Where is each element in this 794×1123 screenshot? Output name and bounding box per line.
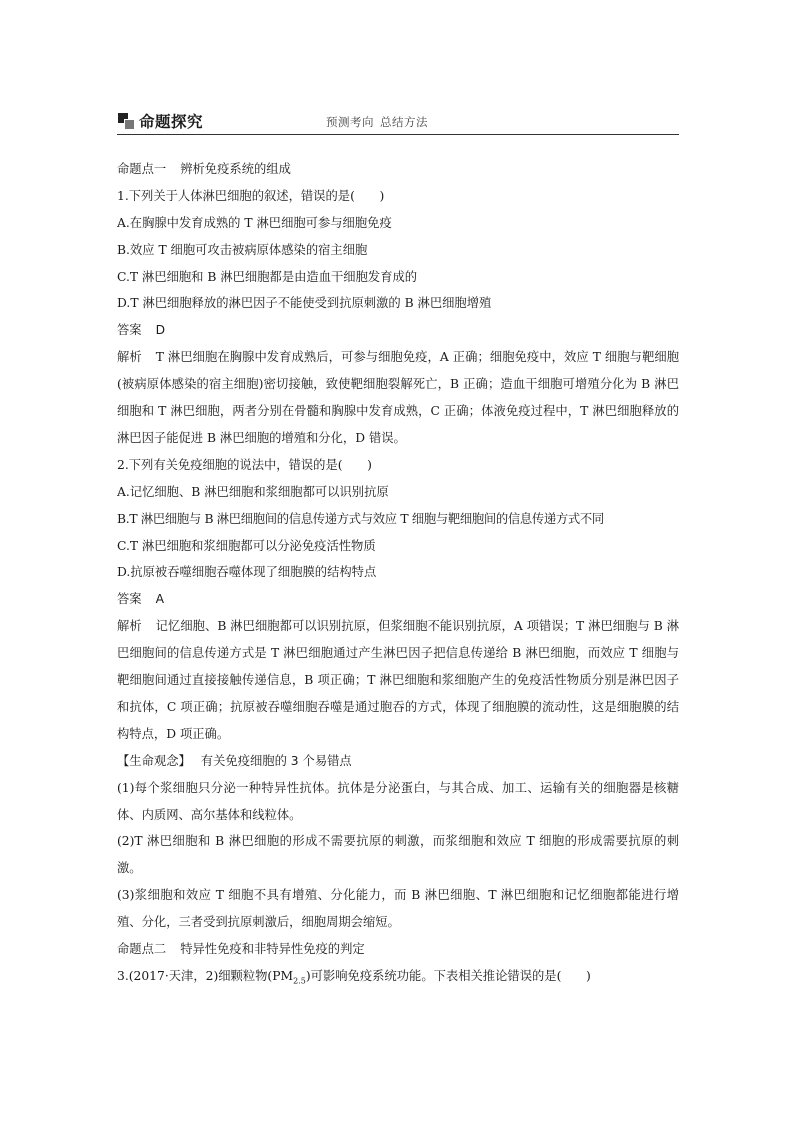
q2-option-c: C.T 淋巴细胞和浆细胞都可以分泌免疫活性物质	[117, 538, 376, 553]
q1-answer-value: D	[155, 323, 166, 338]
q1-answer-label: 答案	[117, 323, 142, 338]
q1-answer	[117, 317, 679, 344]
q3-stem-suffix: )可影响免疫系统功能。下表相关推论错误的是( )	[305, 968, 591, 983]
q2-stem: 2.下列有关免疫细胞的说法中，错误的是( )	[117, 457, 372, 472]
q1-analysis	[117, 344, 679, 452]
note-item-3: (3)浆细胞和效应 T 细胞不具有增殖、分化能力，而 B 淋巴细胞、T 淋巴细胞和记忆细胞都能进行增殖、分化，三者受到抗原刺激后，细胞周期会缩短。	[117, 888, 679, 930]
q1-stem: 1.下列关于人体淋巴细胞的叙述，错误的是( )	[117, 188, 385, 203]
section-subtitle-1: 预测考向	[326, 115, 374, 129]
q2-analysis	[117, 613, 679, 748]
section-subtitle-2: 总结方法	[380, 115, 428, 129]
q3-stem	[117, 963, 679, 990]
note-subtitle: 有关免疫细胞的 3 个易错点	[200, 753, 352, 768]
q2-answer-label: 答案	[117, 592, 142, 607]
q3-stem-subscript: 2.5	[293, 976, 306, 986]
point-1-label: 命题点一	[117, 162, 167, 176]
point-1-title: 辨析免疫系统的组成	[180, 162, 291, 176]
q1-option-c: C.T 淋巴细胞和 B 淋巴细胞都是由造血干细胞发育成的	[117, 269, 418, 284]
section-square-icon	[118, 113, 133, 128]
section-header	[117, 108, 679, 135]
q1-option-b: B.效应 T 细胞可攻击被病原体感染的宿主细胞	[117, 242, 368, 257]
point-2-title: 特异性免疫和非特异性免疫的判定	[180, 942, 365, 957]
content	[117, 156, 679, 990]
q1-analysis-text: T 淋巴细胞在胸腺中发育成熟后，可参与细胞免疫，A 正确；细胞免疫中，效应 T 细胞与靶细胞(被病原体感染的宿主细胞)密切接触，致使靶细胞裂解死亡，B 正确；造血干细胞可增殖分化为 B 淋巴细胞和 T 淋巴细胞，两者分别在骨髓和胸腺中发育成熟，C 正确；体液免疫过程中，T 淋巴细胞释放的淋巴因子能促进 B 淋巴细胞的增殖和分化，D 错误。	[117, 350, 679, 445]
q1-option-a: A.在胸腺中发育成熟的 T 淋巴细胞可参与细胞免疫	[117, 215, 392, 230]
q2-option-a: A.记忆细胞、B 淋巴细胞和浆细胞都可以识别抗原	[117, 484, 389, 499]
note-item-2: (2)T 淋巴细胞和 B 淋巴细胞的形成不需要抗原的刺激，而浆细胞和效应 T 细胞的形成需要抗原的刺激。	[117, 834, 679, 876]
q2-analysis-text: 记忆细胞、B 淋巴细胞都可以识别抗原，但浆细胞不能识别抗原，A 项错误；T 淋巴细胞与 B 淋巴细胞间的信息传递方式是 T 淋巴细胞通过产生淋巴因子把信息传递给 B 淋巴细胞，而效应 T 细胞与靶细胞间通过直接接触传递信息，B 项正确；T 淋巴细胞和浆细胞产生的免疫活性物质分别是淋巴因子和抗体，C 项正确；抗原被吞噬细胞吞噬是通过胞吞的方式，体现了细胞膜的流动性，这是细胞膜的结构特点，D 项正确。	[117, 619, 679, 741]
point-2-heading	[117, 936, 679, 963]
q2-option-d: D.抗原被吞噬细胞吞噬体现了细胞膜的结构特点	[117, 565, 377, 580]
q2-analysis-label: 解析	[117, 619, 142, 634]
q3-stem-prefix: 3.(2017·天津，2)细颗粒物(PM	[117, 968, 294, 983]
q2-answer-value: A	[155, 592, 165, 607]
note-title: 【生命观念】	[117, 753, 191, 768]
section-subtitle	[326, 114, 428, 130]
q1-option-d: D.T 淋巴细胞释放的淋巴因子不能使受到抗原刺激的 B 淋巴细胞增殖	[117, 296, 492, 311]
point-2-label: 命题点二	[117, 942, 167, 957]
q1-analysis-label: 解析	[117, 350, 142, 365]
page	[117, 108, 679, 986]
note-item-1: (1)每个浆细胞只分泌一种特异性抗体。抗体是分泌蛋白，与其合成、加工、运输有关的细胞器是核糖体、内质网、高尔基体和线粒体。	[117, 780, 679, 822]
section-title: 命题探究	[139, 113, 204, 131]
q2-answer	[117, 586, 679, 613]
q2-option-b: B.T 淋巴细胞与 B 淋巴细胞间的信息传递方式与效应 T 细胞与靶细胞间的信息传递方式不同	[117, 511, 604, 526]
point-1-heading	[117, 156, 679, 183]
note-heading	[117, 748, 679, 775]
